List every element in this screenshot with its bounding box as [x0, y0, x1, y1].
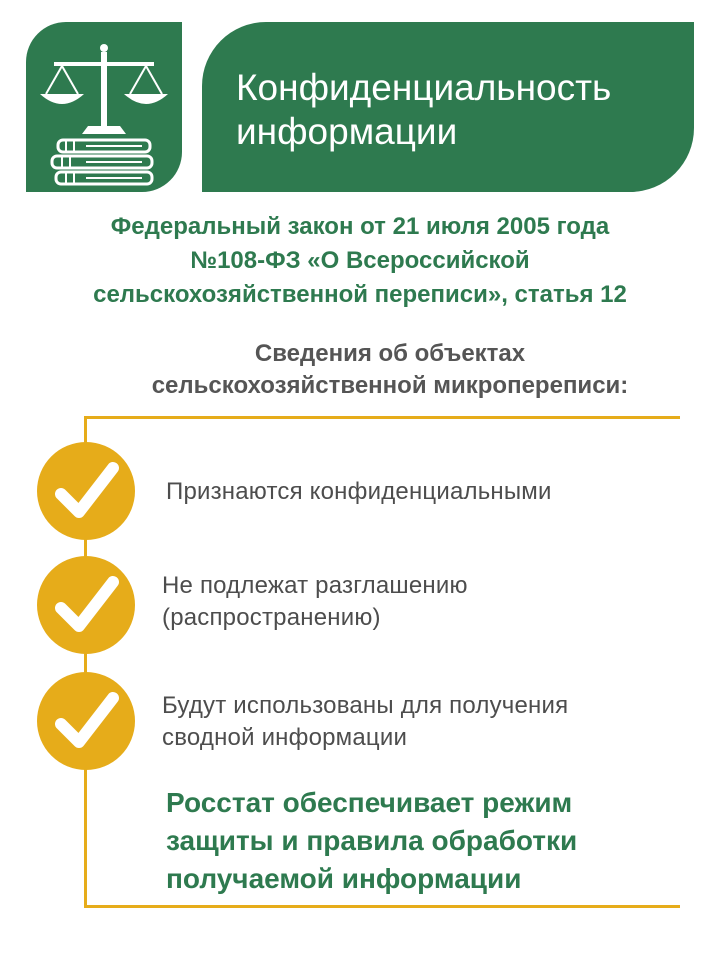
- section-heading: [60, 338, 720, 402]
- checkmark-icon: [37, 442, 135, 540]
- checkmark-icon: [37, 672, 135, 770]
- list-item-text: Не подлежат разглашению: [162, 572, 468, 599]
- logo-tile: [26, 22, 182, 192]
- section-heading-line: Сведения об объектах: [254, 340, 526, 367]
- conclusion-line: Росстат обеспечивает режим: [166, 787, 573, 818]
- list-item: [166, 476, 666, 508]
- scales-of-justice-icon: [26, 22, 182, 192]
- conclusion-line: защиты и правила обработки: [166, 825, 578, 856]
- page-title-line: информации: [236, 111, 458, 152]
- checkmark-icon: [37, 556, 135, 654]
- list-item: [162, 570, 662, 634]
- list-item: [162, 690, 682, 754]
- list-item-text: (распространению): [162, 604, 381, 631]
- list-item-text: сводной информации: [162, 724, 408, 751]
- law-reference-line: №108-ФЗ «О Всероссийской: [190, 247, 530, 274]
- list-item-text: Будут использованы для получения: [162, 692, 569, 719]
- title-banner: [202, 22, 694, 192]
- law-reference-line: сельскохозяйственной переписи», статья 12: [93, 281, 627, 308]
- page-title-line: Конфиденциальность: [236, 67, 612, 108]
- section-heading-line: сельскохозяйственной микропереписи:: [151, 372, 629, 399]
- law-reference-line: Федеральный закон от 21 июля 2005 года: [110, 213, 610, 240]
- law-reference: [0, 210, 720, 312]
- page-title: [236, 66, 686, 154]
- list-item-text: Признаются конфиденциальными: [166, 478, 552, 505]
- conclusion-line: получаемой информации: [166, 863, 522, 894]
- conclusion-statement: [166, 784, 666, 898]
